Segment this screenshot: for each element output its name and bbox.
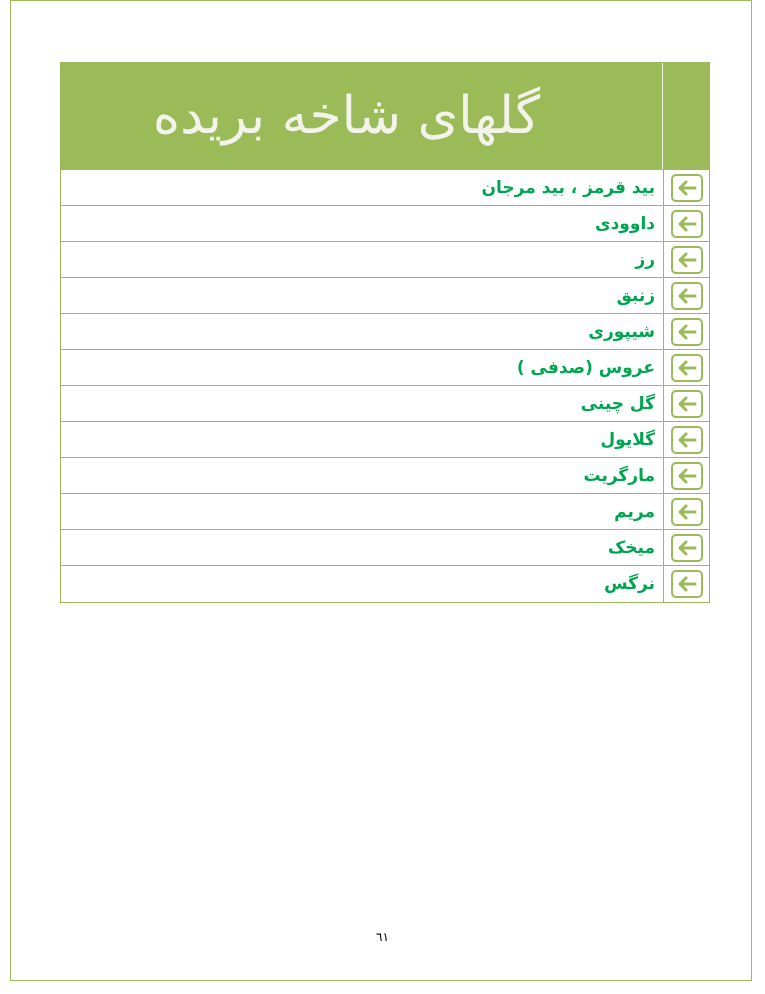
row-icon-cell [663, 350, 709, 385]
row-icon-cell [663, 278, 709, 313]
row-icon-cell [663, 530, 709, 565]
row-icon-cell [663, 422, 709, 457]
arrow-left-icon[interactable] [671, 498, 703, 526]
arrow-left-icon[interactable] [671, 534, 703, 562]
toc-item-label[interactable]: گلایول [600, 429, 655, 450]
row-icon-cell [663, 170, 709, 205]
row-icon-cell [663, 206, 709, 241]
toc-item-label[interactable]: مارگریت [583, 465, 655, 486]
toc-row[interactable] [61, 205, 709, 241]
arrow-left-icon[interactable] [671, 426, 703, 454]
toc-table [60, 62, 710, 603]
toc-row[interactable] [61, 349, 709, 385]
arrow-left-icon[interactable] [671, 282, 703, 310]
toc-row[interactable] [61, 385, 709, 421]
arrow-left-icon[interactable] [671, 390, 703, 418]
toc-row[interactable] [61, 493, 709, 529]
toc-item-label[interactable]: داوودی [595, 213, 655, 234]
arrow-left-icon[interactable] [671, 210, 703, 238]
toc-item-label[interactable]: گل چینی [580, 393, 655, 414]
arrow-left-icon[interactable] [671, 174, 703, 202]
page-number: ٦١ [376, 930, 389, 944]
toc-row[interactable] [61, 313, 709, 349]
row-icon-cell [663, 314, 709, 349]
row-icon-cell [663, 386, 709, 421]
toc-item-label[interactable]: رز [635, 249, 655, 270]
arrow-left-icon[interactable] [671, 246, 703, 274]
page-title: گلهای شاخه بریده [152, 86, 541, 146]
toc-row[interactable] [61, 241, 709, 277]
toc-row[interactable] [61, 169, 709, 205]
arrow-left-icon[interactable] [671, 462, 703, 490]
toc-item-label[interactable]: میخک [607, 537, 655, 558]
row-icon-cell [663, 494, 709, 529]
toc-item-label[interactable]: عروس (صدفی ) [516, 357, 655, 378]
toc-list [61, 169, 709, 602]
arrow-left-icon[interactable] [671, 570, 703, 598]
toc-item-label[interactable]: بید قرمز ، بید مرجان [481, 177, 655, 198]
row-icon-cell [663, 566, 709, 602]
toc-row[interactable] [61, 529, 709, 565]
row-icon-cell [663, 242, 709, 277]
toc-header [61, 63, 709, 169]
toc-row[interactable] [61, 565, 709, 602]
row-icon-cell [663, 458, 709, 493]
toc-item-label[interactable]: زنبق [616, 285, 655, 306]
toc-item-label[interactable]: شیپوری [588, 321, 655, 342]
toc-row[interactable] [61, 277, 709, 313]
toc-item-label[interactable]: نرگس [604, 574, 655, 594]
arrow-left-icon[interactable] [671, 318, 703, 346]
toc-row[interactable] [61, 457, 709, 493]
toc-row[interactable] [61, 421, 709, 457]
header-icon-column [662, 63, 709, 169]
arrow-left-icon[interactable] [671, 354, 703, 382]
toc-item-label[interactable]: مریم [614, 501, 655, 522]
